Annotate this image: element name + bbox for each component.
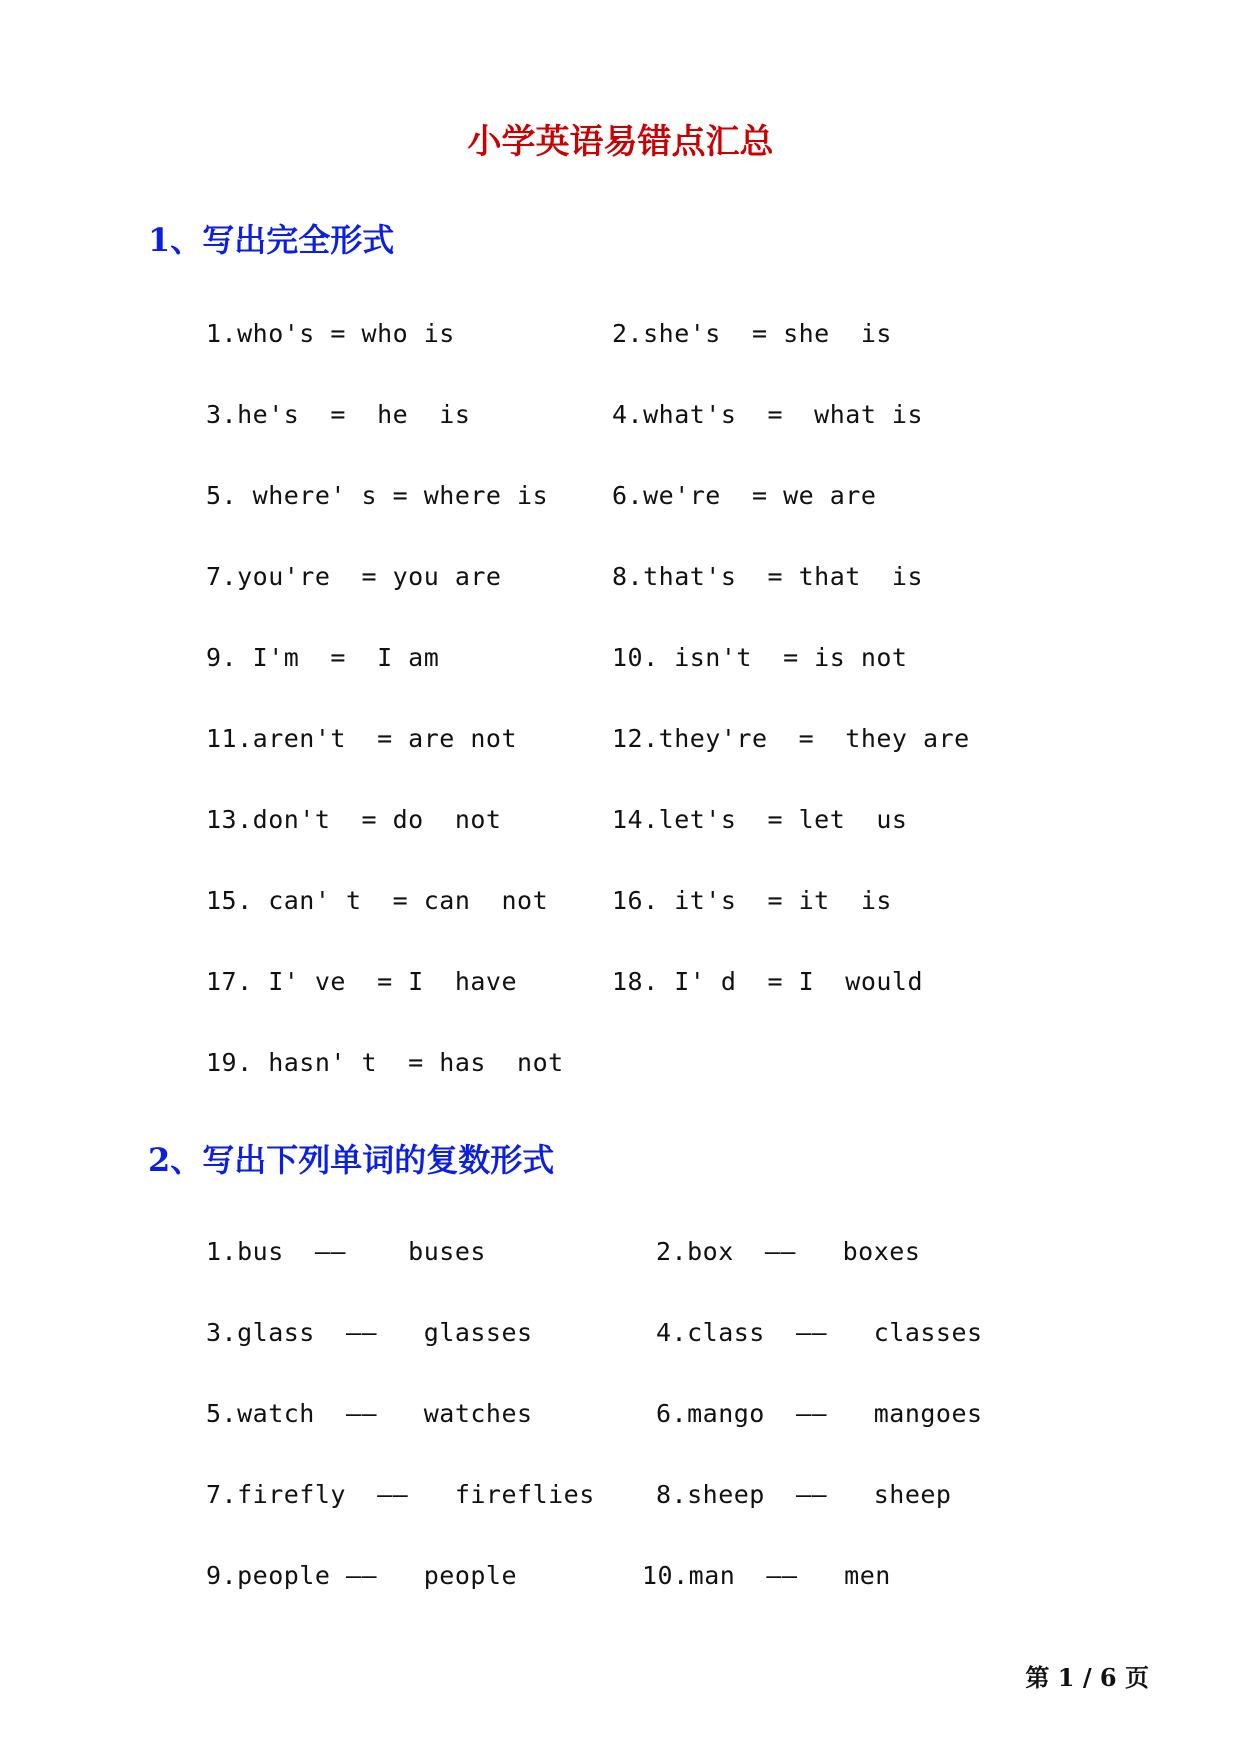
list-item: 15. can' t = can not [206, 886, 549, 915]
list-item: 2.she's = she is [612, 319, 892, 348]
list-item: 9. I'm = I am [206, 643, 440, 672]
list-item: 3.glass —— glasses [206, 1318, 533, 1347]
list-item: 18. I' d = I would [612, 967, 924, 996]
page-title: 小学英语易错点汇总 [467, 122, 774, 162]
list-item: 19. hasn' t = has not [206, 1048, 564, 1077]
list-item: 5. where' s = where is [206, 481, 549, 510]
section-heading-contractions: 1、写出完全形式 [148, 221, 395, 259]
list-item: 3.he's = he is [206, 400, 471, 429]
list-item: 7.firefly —— fireflies [206, 1480, 595, 1509]
list-item: 6.we're = we are [612, 481, 877, 510]
page-number: 第 1 / 6 页 [1025, 1663, 1149, 1692]
section-heading-plurals: 2、写出下列单词的复数形式 [148, 1141, 555, 1179]
list-item: 4.what's = what is [612, 400, 924, 429]
list-item: 13.don't = do not [206, 805, 502, 834]
list-item: 16. it's = it is [612, 886, 892, 915]
list-item: 11.aren't = are not [206, 724, 518, 753]
list-item: 2.box —— boxes [656, 1237, 921, 1266]
list-item: 17. I' ve = I have [206, 967, 518, 996]
list-item: 1.bus —— buses [206, 1237, 486, 1266]
list-item: 8.that's = that is [612, 562, 924, 591]
list-item: 10. isn't = is not [612, 643, 908, 672]
list-item: 7.you're = you are [206, 562, 502, 591]
list-item: 4.class —— classes [656, 1318, 983, 1347]
list-item: 6.mango —— mangoes [656, 1399, 983, 1428]
list-item: 5.watch —— watches [206, 1399, 533, 1428]
list-item: 1.who's = who is [206, 319, 455, 348]
list-item: 9.people —— people [206, 1561, 518, 1590]
list-item: 10.man —— men [642, 1561, 891, 1590]
list-item: 14.let's = let us [612, 805, 908, 834]
list-item: 12.they're = they are [612, 724, 970, 753]
list-item: 8.sheep —— sheep [656, 1480, 952, 1509]
